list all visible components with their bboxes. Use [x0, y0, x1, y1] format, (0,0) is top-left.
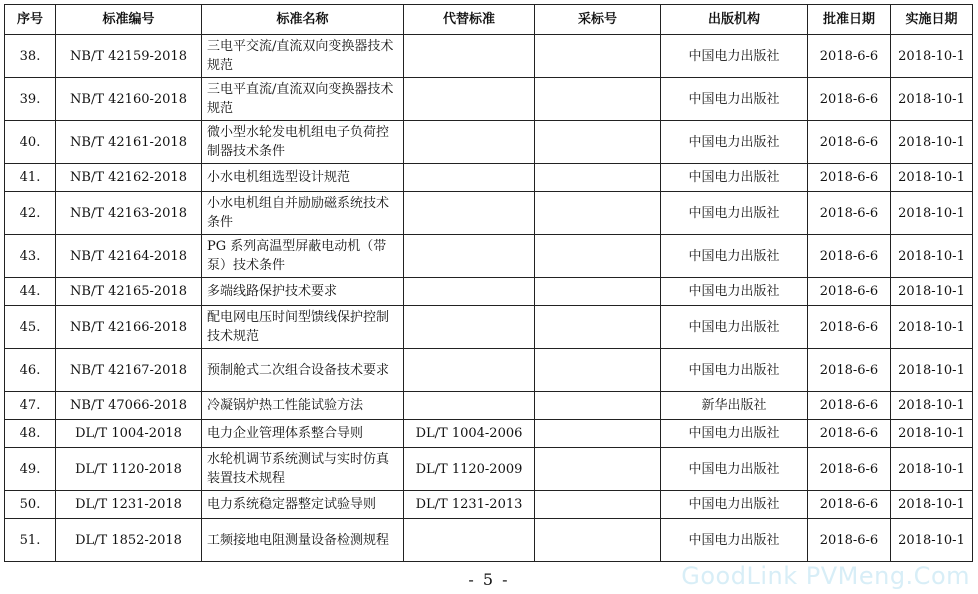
- table-row: [5, 448, 973, 491]
- cell-approved: 2018-6-6: [808, 35, 891, 78]
- cell-replaces: [404, 192, 535, 235]
- cell-code: DL/T 1004-2018: [56, 420, 202, 448]
- cell-name: 工频接地电阻测量设备检测规程: [202, 519, 404, 562]
- header-replaced-standard: 代替标准: [404, 5, 535, 35]
- cell-effective: 2018-10-1: [891, 349, 973, 392]
- header-effective-date: 实施日期: [891, 5, 973, 35]
- header-adopted-number: 采标号: [535, 5, 661, 35]
- cell-publisher: 中国电力出版社: [661, 78, 808, 121]
- cell-serial: 51.: [5, 519, 56, 562]
- cell-replaces: DL/T 1120-2009: [404, 448, 535, 491]
- cell-replaces: [404, 392, 535, 420]
- table-row: [5, 35, 973, 78]
- cell-replaces: [404, 278, 535, 306]
- cell-name: 小水电机组选型设计规范: [202, 164, 404, 192]
- cell-publisher: 中国电力出版社: [661, 519, 808, 562]
- cell-adopted: [535, 278, 661, 306]
- cell-publisher: 中国电力出版社: [661, 349, 808, 392]
- cell-publisher: 中国电力出版社: [661, 121, 808, 164]
- cell-effective: 2018-10-1: [891, 491, 973, 519]
- cell-adopted: [535, 448, 661, 491]
- cell-replaces: DL/T 1231-2013: [404, 491, 535, 519]
- cell-approved: 2018-6-6: [808, 121, 891, 164]
- cell-code: NB/T 42165-2018: [56, 278, 202, 306]
- cell-publisher: 中国电力出版社: [661, 491, 808, 519]
- table-header-row: [5, 5, 973, 35]
- cell-name: 三电平交流/直流双向变换器技术规范: [202, 35, 404, 78]
- cell-publisher: 中国电力出版社: [661, 235, 808, 278]
- cell-effective: 2018-10-1: [891, 306, 973, 349]
- cell-replaces: [404, 35, 535, 78]
- cell-approved: 2018-6-6: [808, 235, 891, 278]
- header-publisher: 出版机构: [661, 5, 808, 35]
- page-number: - 5 -: [468, 570, 510, 589]
- cell-effective: 2018-10-1: [891, 392, 973, 420]
- header-serial: 序号: [5, 5, 56, 35]
- cell-name: 预制舱式二次组合设备技术要求: [202, 349, 404, 392]
- cell-approved: 2018-6-6: [808, 78, 891, 121]
- cell-serial: 48.: [5, 420, 56, 448]
- cell-effective: 2018-10-1: [891, 235, 973, 278]
- cell-replaces: [404, 519, 535, 562]
- cell-effective: 2018-10-1: [891, 192, 973, 235]
- cell-replaces: [404, 121, 535, 164]
- watermark: GoodLink PVMeng.Com: [681, 562, 970, 590]
- cell-code: NB/T 42166-2018: [56, 306, 202, 349]
- cell-replaces: [404, 78, 535, 121]
- cell-effective: 2018-10-1: [891, 164, 973, 192]
- cell-effective: 2018-10-1: [891, 420, 973, 448]
- header-standard-code: 标准编号: [56, 5, 202, 35]
- cell-serial: 47.: [5, 392, 56, 420]
- cell-adopted: [535, 519, 661, 562]
- cell-approved: 2018-6-6: [808, 420, 891, 448]
- cell-approved: 2018-6-6: [808, 491, 891, 519]
- table-row: [5, 192, 973, 235]
- cell-replaces: [404, 349, 535, 392]
- cell-serial: 44.: [5, 278, 56, 306]
- cell-serial: 45.: [5, 306, 56, 349]
- table-row: [5, 121, 973, 164]
- cell-name: 水轮机调节系统测试与实时仿真装置技术规程: [202, 448, 404, 491]
- cell-serial: 43.: [5, 235, 56, 278]
- cell-code: NB/T 47066-2018: [56, 392, 202, 420]
- cell-adopted: [535, 78, 661, 121]
- cell-name: 多端线路保护技术要求: [202, 278, 404, 306]
- cell-adopted: [535, 420, 661, 448]
- cell-publisher: 中国电力出版社: [661, 278, 808, 306]
- cell-effective: 2018-10-1: [891, 78, 973, 121]
- cell-replaces: [404, 235, 535, 278]
- cell-code: NB/T 42159-2018: [56, 35, 202, 78]
- cell-serial: 42.: [5, 192, 56, 235]
- cell-name: 电力系统稳定器整定试验导则: [202, 491, 404, 519]
- cell-publisher: 中国电力出版社: [661, 35, 808, 78]
- cell-code: DL/T 1231-2018: [56, 491, 202, 519]
- cell-code: NB/T 42160-2018: [56, 78, 202, 121]
- header-standard-name: 标准名称: [202, 5, 404, 35]
- cell-publisher: 中国电力出版社: [661, 306, 808, 349]
- table-row: [5, 235, 973, 278]
- cell-adopted: [535, 235, 661, 278]
- cell-approved: 2018-6-6: [808, 278, 891, 306]
- cell-serial: 50.: [5, 491, 56, 519]
- header-approval-date: 批准日期: [808, 5, 891, 35]
- cell-effective: 2018-10-1: [891, 448, 973, 491]
- cell-code: NB/T 42161-2018: [56, 121, 202, 164]
- cell-code: DL/T 1120-2018: [56, 448, 202, 491]
- cell-approved: 2018-6-6: [808, 392, 891, 420]
- cell-publisher: 中国电力出版社: [661, 192, 808, 235]
- cell-publisher: 中国电力出版社: [661, 420, 808, 448]
- cell-replaces: [404, 306, 535, 349]
- cell-name: 三电平直流/直流双向变换器技术规范: [202, 78, 404, 121]
- cell-approved: 2018-6-6: [808, 349, 891, 392]
- cell-approved: 2018-6-6: [808, 164, 891, 192]
- cell-serial: 41.: [5, 164, 56, 192]
- cell-approved: 2018-6-6: [808, 519, 891, 562]
- table-row: [5, 306, 973, 349]
- cell-name: 配电网电压时间型馈线保护控制技术规范: [202, 306, 404, 349]
- cell-serial: 40.: [5, 121, 56, 164]
- table-row: [5, 164, 973, 192]
- cell-code: NB/T 42163-2018: [56, 192, 202, 235]
- cell-name: 冷凝锅炉热工性能试验方法: [202, 392, 404, 420]
- table-row: [5, 491, 973, 519]
- cell-name: 微小型水轮发电机组电子负荷控制器技术条件: [202, 121, 404, 164]
- table-row: [5, 519, 973, 562]
- cell-name: 电力企业管理体系整合导则: [202, 420, 404, 448]
- standards-table: [4, 4, 973, 562]
- cell-effective: 2018-10-1: [891, 519, 973, 562]
- cell-publisher: 中国电力出版社: [661, 164, 808, 192]
- table-row: [5, 392, 973, 420]
- cell-effective: 2018-10-1: [891, 35, 973, 78]
- cell-serial: 46.: [5, 349, 56, 392]
- cell-adopted: [535, 164, 661, 192]
- cell-adopted: [535, 349, 661, 392]
- table-row: [5, 278, 973, 306]
- cell-adopted: [535, 306, 661, 349]
- cell-serial: 38.: [5, 35, 56, 78]
- cell-name: PG 系列高温型屏蔽电动机（带泵）技术条件: [202, 235, 404, 278]
- cell-serial: 39.: [5, 78, 56, 121]
- cell-replaces: [404, 164, 535, 192]
- cell-name: 小水电机组自并励励磁系统技术条件: [202, 192, 404, 235]
- cell-serial: 49.: [5, 448, 56, 491]
- table-row: [5, 78, 973, 121]
- table-row: [5, 349, 973, 392]
- cell-adopted: [535, 121, 661, 164]
- cell-code: NB/T 42167-2018: [56, 349, 202, 392]
- cell-approved: 2018-6-6: [808, 306, 891, 349]
- cell-publisher: 新华出版社: [661, 392, 808, 420]
- cell-replaces: DL/T 1004-2006: [404, 420, 535, 448]
- cell-publisher: 中国电力出版社: [661, 448, 808, 491]
- cell-adopted: [535, 192, 661, 235]
- cell-adopted: [535, 392, 661, 420]
- cell-adopted: [535, 35, 661, 78]
- cell-code: NB/T 42162-2018: [56, 164, 202, 192]
- cell-adopted: [535, 491, 661, 519]
- table-row: [5, 420, 973, 448]
- cell-code: DL/T 1852-2018: [56, 519, 202, 562]
- cell-effective: 2018-10-1: [891, 121, 973, 164]
- cell-approved: 2018-6-6: [808, 448, 891, 491]
- cell-effective: 2018-10-1: [891, 278, 973, 306]
- cell-code: NB/T 42164-2018: [56, 235, 202, 278]
- cell-approved: 2018-6-6: [808, 192, 891, 235]
